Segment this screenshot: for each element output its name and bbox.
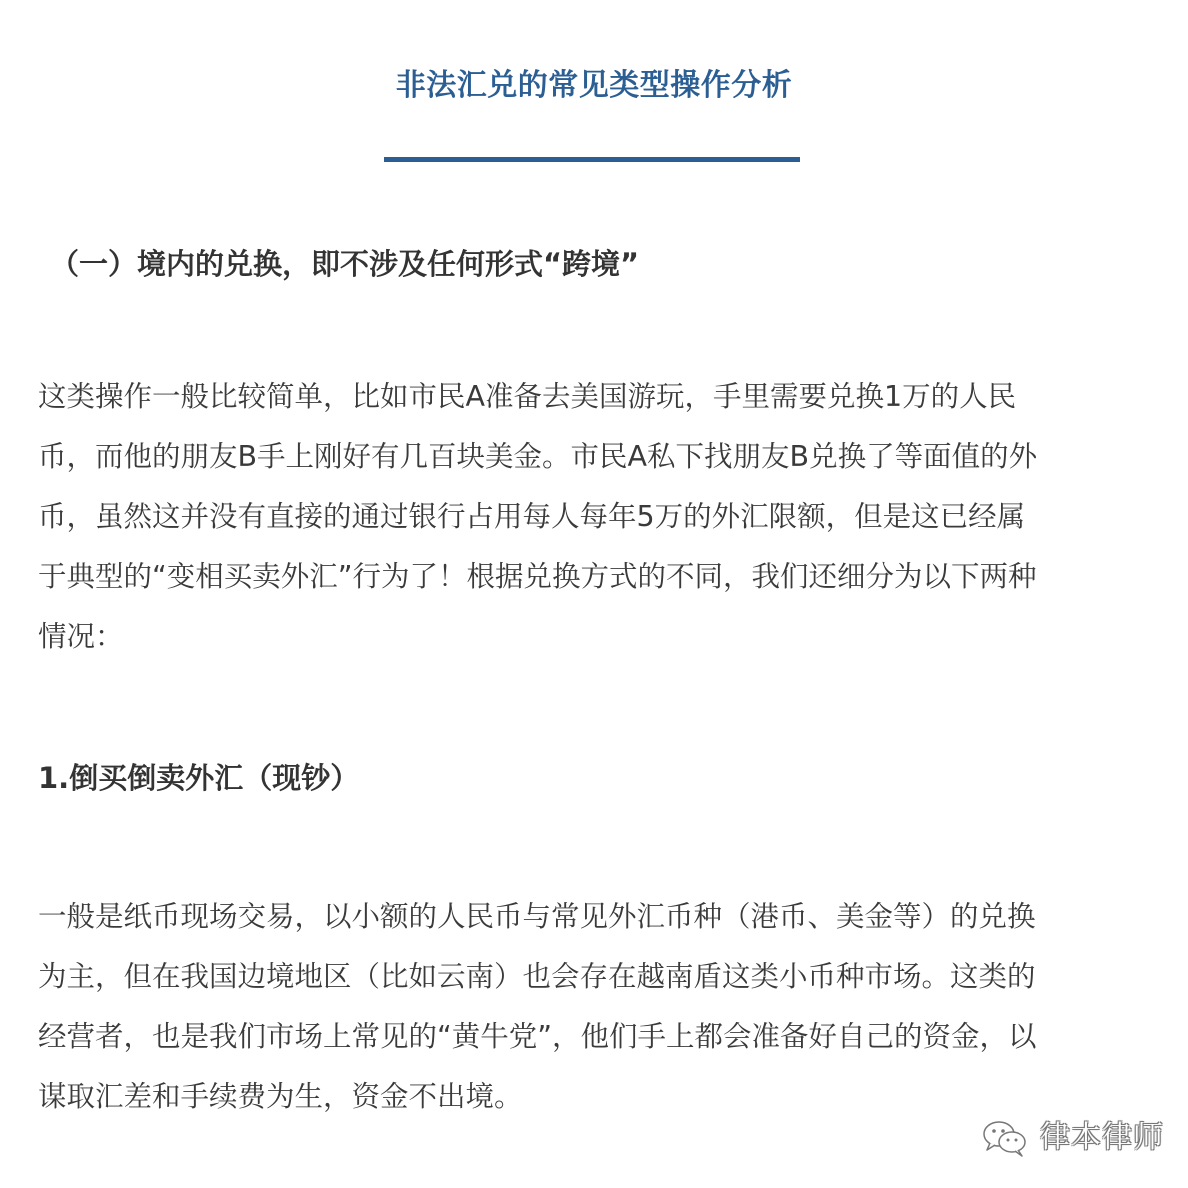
paragraph-1-line: 于典型的“变相买卖外汇”行为了！根据兑换方式的不同，我们还细分为以下两种 (38, 560, 1037, 593)
paragraph-2-line: 谋取汇差和手续费为生，资金不出境。 (38, 1080, 523, 1113)
paragraph-2 (38, 887, 1156, 1127)
paragraph-1-line: 这类操作一般比较简单，比如市民A准备去美国游玩，手里需要兑换1万的人民 (38, 380, 1017, 413)
paragraph-2-line: 一般是纸币现场交易，以小额的人民币与常见外汇币种（港币、美金等）的兑换 (38, 900, 1036, 933)
watermark-text: 律本律师 (1040, 1120, 1164, 1155)
subheading-1: 1.倒买倒卖外汇（现钞） (38, 761, 360, 795)
paragraph-1 (38, 367, 1156, 667)
paragraph-1-line: 币，虽然这并没有直接的通过银行占用每人每年5万的外汇限额，但是这已经属 (38, 500, 1026, 533)
paragraph-2-line: 为主，但在我国边境地区（比如云南）也会存在越南盾这类小币种市场。这类的 (38, 960, 1036, 993)
article-title: 非法汇兑的常见类型操作分析 (395, 68, 793, 103)
paragraph-1-line: 币，而他的朋友B手上刚好有几百块美金。市民A私下找朋友B兑换了等面值的外 (38, 440, 1038, 473)
wechat-chat-icon (980, 1116, 1030, 1160)
paragraph-1-line: 情况： (38, 620, 124, 653)
title-underline-divider (384, 157, 800, 162)
section-heading: （一）境内的兑换，即不涉及任何形式“跨境” (50, 247, 640, 281)
paragraph-2-line: 经营者，也是我们市场上常见的“黄牛党”，他们手上都会准备好自己的资金，以 (38, 1020, 1037, 1053)
watermark (980, 1116, 1164, 1160)
